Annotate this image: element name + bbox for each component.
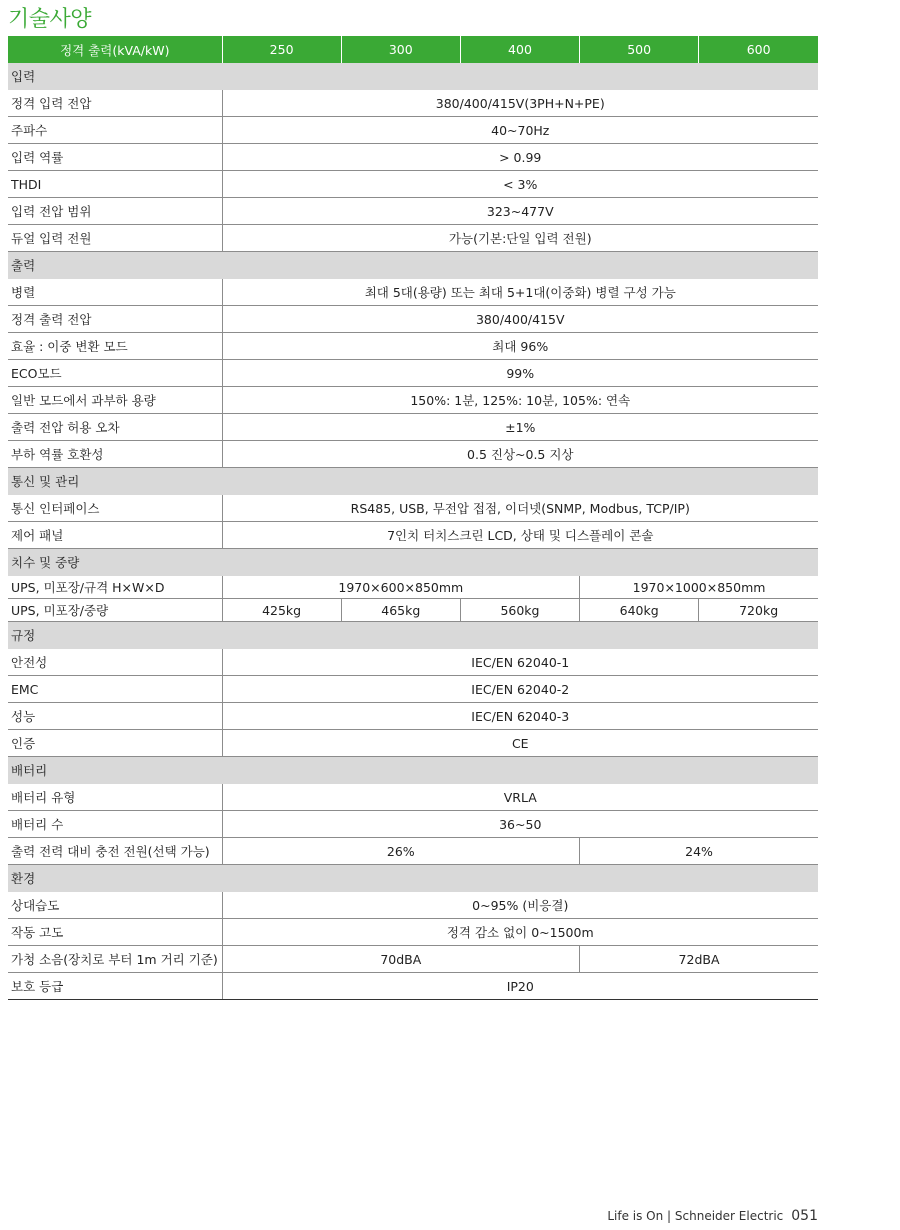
table-row (8, 495, 818, 522)
row-label: UPS, 미포장/중량 (8, 599, 222, 622)
table-header-row (8, 36, 818, 63)
row-value: 425kg (222, 599, 341, 622)
section-title: 배터리 (8, 757, 818, 784)
section-title: 출력 (8, 252, 818, 279)
row-label: UPS, 미포장/규격 H×W×D (8, 576, 222, 599)
row-value: 465kg (341, 599, 460, 622)
table-row (8, 649, 818, 676)
table-row (8, 784, 818, 811)
header-cell: 600 (699, 36, 818, 63)
table-row (8, 576, 818, 599)
page-title: 기술사양 (8, 7, 92, 32)
section-header-row (8, 252, 818, 279)
row-value: 최대 5대(용량) 또는 최대 5+1대(이중화) 병렬 구성 가능 (222, 279, 818, 306)
row-value: 40~70Hz (222, 117, 818, 144)
table-row (8, 279, 818, 306)
row-value: CE (222, 730, 818, 757)
header-cell: 400 (460, 36, 579, 63)
row-label: 작동 고도 (8, 919, 222, 946)
page-number: 051 (791, 1208, 818, 1224)
section-header-row (8, 63, 818, 90)
section-header-row (8, 757, 818, 784)
row-label: 가청 소음(장치로 부터 1m 거리 기준) (8, 946, 222, 973)
header-cell: 정격 출력(kVA/kW) (8, 36, 222, 63)
section-header-row (8, 468, 818, 495)
table-row (8, 946, 818, 973)
table-row (8, 919, 818, 946)
row-label: 듀얼 입력 전원 (8, 225, 222, 252)
row-value: 36~50 (222, 811, 818, 838)
table-row (8, 387, 818, 414)
table-row (8, 892, 818, 919)
row-label: 배터리 유형 (8, 784, 222, 811)
table-row (8, 676, 818, 703)
table-row (8, 225, 818, 252)
table-row (8, 522, 818, 549)
table-row (8, 838, 818, 865)
row-label: 보호 등급 (8, 973, 222, 1000)
row-value: 720kg (699, 599, 818, 622)
footer-brand: Life is On | Schneider Electric (607, 1209, 784, 1223)
row-value: 정격 감소 없이 0~1500m (222, 919, 818, 946)
row-value: 24% (580, 838, 818, 865)
row-value: 0.5 진상~0.5 지상 (222, 441, 818, 468)
table-row (8, 333, 818, 360)
row-value: IEC/EN 62040-2 (222, 676, 818, 703)
header-cell: 500 (580, 36, 699, 63)
row-label: 정격 입력 전압 (8, 90, 222, 117)
table-row (8, 414, 818, 441)
row-value: 99% (222, 360, 818, 387)
section-title: 환경 (8, 865, 818, 892)
row-value: 0~95% (비응결) (222, 892, 818, 919)
row-label: 입력 역률 (8, 144, 222, 171)
row-value: 150%: 1분, 125%: 10분, 105%: 연속 (222, 387, 818, 414)
row-label: 인증 (8, 730, 222, 757)
table-row (8, 117, 818, 144)
row-label: 입력 전압 범위 (8, 198, 222, 225)
row-label: 병렬 (8, 279, 222, 306)
row-label: 효율 : 이중 변환 모드 (8, 333, 222, 360)
table-row (8, 730, 818, 757)
row-label: EMC (8, 676, 222, 703)
table-row (8, 441, 818, 468)
row-label: 부하 역률 호환성 (8, 441, 222, 468)
header-cell: 300 (341, 36, 460, 63)
row-value: 가능(기본:단일 입력 전원) (222, 225, 818, 252)
row-value: 380/400/415V (222, 306, 818, 333)
table-row (8, 90, 818, 117)
header-cell: 250 (222, 36, 341, 63)
footer (607, 1208, 818, 1224)
row-label: 성능 (8, 703, 222, 730)
row-value: 640kg (580, 599, 699, 622)
section-header-row (8, 865, 818, 892)
row-value: RS485, USB, 무전압 접점, 이더넷(SNMP, Modbus, TCP/IP) (222, 495, 818, 522)
table-row (8, 360, 818, 387)
row-label: 제어 패널 (8, 522, 222, 549)
table-row (8, 144, 818, 171)
row-value: > 0.99 (222, 144, 818, 171)
table-row (8, 703, 818, 730)
section-header-row (8, 549, 818, 576)
row-value: 최대 96% (222, 333, 818, 360)
section-title: 통신 및 관리 (8, 468, 818, 495)
row-value: 323~477V (222, 198, 818, 225)
row-value: ±1% (222, 414, 818, 441)
row-value: 380/400/415V(3PH+N+PE) (222, 90, 818, 117)
row-label: 주파수 (8, 117, 222, 144)
table-row (8, 171, 818, 198)
table-row (8, 599, 818, 622)
row-label: 정격 출력 전압 (8, 306, 222, 333)
row-value: VRLA (222, 784, 818, 811)
table-row (8, 973, 818, 1000)
row-value: 70dBA (222, 946, 580, 973)
row-value: IEC/EN 62040-1 (222, 649, 818, 676)
row-label: 일반 모드에서 과부하 용량 (8, 387, 222, 414)
row-label: THDI (8, 171, 222, 198)
section-title: 치수 및 중량 (8, 549, 818, 576)
row-value: 1970×600×850mm (222, 576, 580, 599)
row-value: 560kg (460, 599, 579, 622)
row-label: 통신 인터페이스 (8, 495, 222, 522)
row-value: IP20 (222, 973, 818, 1000)
row-label: 상대습도 (8, 892, 222, 919)
section-title: 입력 (8, 63, 818, 90)
section-header-row (8, 622, 818, 649)
row-value: < 3% (222, 171, 818, 198)
row-value: 7인치 터치스크린 LCD, 상태 및 디스플레이 콘솔 (222, 522, 818, 549)
row-value: 72dBA (580, 946, 818, 973)
table-row (8, 306, 818, 333)
row-label: ECO모드 (8, 360, 222, 387)
row-label: 배터리 수 (8, 811, 222, 838)
row-value: 1970×1000×850mm (580, 576, 818, 599)
table-row (8, 811, 818, 838)
row-label: 출력 전력 대비 충전 전원(선택 가능) (8, 838, 222, 865)
row-label: 안전성 (8, 649, 222, 676)
table-row (8, 198, 818, 225)
row-label: 출력 전압 허용 오차 (8, 414, 222, 441)
section-title: 규정 (8, 622, 818, 649)
row-value: IEC/EN 62040-3 (222, 703, 818, 730)
spec-table (8, 36, 818, 1000)
row-value: 26% (222, 838, 580, 865)
